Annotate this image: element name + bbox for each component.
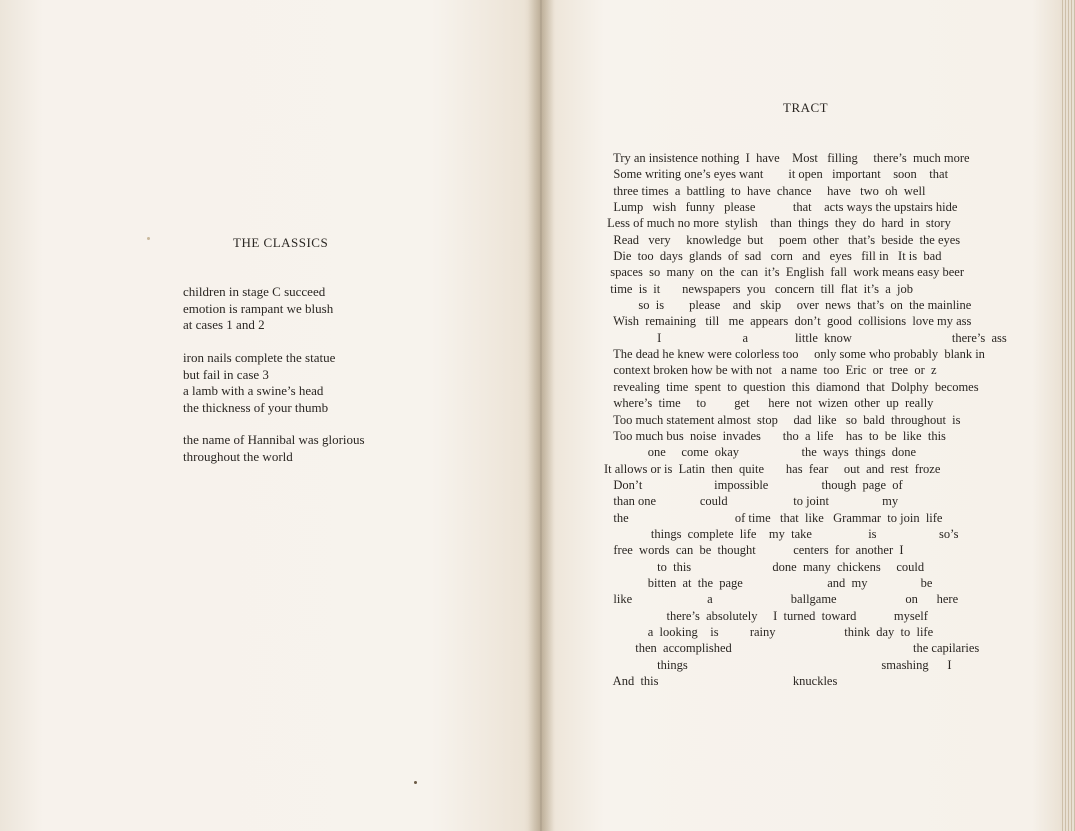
- poem-line: Some writing one’s eyes want it open important soon that: [604, 167, 949, 182]
- poem-line: revealing time spent to question this diamond that Dolphy becomes: [604, 379, 979, 394]
- poem-line: Too much statement almost stop dad like so bald throughout is: [604, 412, 961, 427]
- poem-line: to this done many chickens could: [604, 559, 925, 574]
- poem-line: It allows or is Latin then quite has fear out and rest froze: [604, 461, 941, 476]
- poem-line: iron nails complete the statue: [183, 350, 336, 365]
- poem-line: The dead he knew were colorless too only some who probably blank in: [604, 347, 985, 362]
- poem-line: throughout the world: [183, 448, 293, 464]
- poem-line: Too much bus noise invades tho a life has to be like this: [604, 428, 946, 443]
- poem-line: the name of Hannibal was glorious: [183, 432, 365, 447]
- paper-speck: [414, 781, 417, 784]
- poem-line: the of time that like Grammar to join life: [604, 510, 943, 525]
- stanza-1: [183, 284, 333, 334]
- poem-line: but fail in case 3: [183, 366, 269, 382]
- book-gutter: [528, 0, 554, 831]
- poem-line: then accomplished the capilaries: [604, 641, 980, 656]
- page-title: TRACT: [783, 100, 829, 115]
- poem-line: like a ballgame on here: [604, 592, 959, 607]
- poem-line: a lamb with a swine’s head: [183, 383, 324, 398]
- poem-line: three times a battling to have chance have two oh well: [604, 183, 926, 198]
- poem-line: the thickness of your thumb: [183, 399, 329, 415]
- page-edges: [1060, 0, 1075, 831]
- poem-line: than one could to joint my: [604, 494, 899, 509]
- poem-line: one come okay the ways things done: [604, 445, 917, 460]
- poem-line: And this knuckles: [604, 674, 838, 688]
- poem-line: spaces so many on the can it’s English fall work means easy beer: [604, 265, 964, 280]
- tract-poem: [604, 150, 1044, 689]
- stanza-2: [183, 350, 335, 416]
- poem-line: so is please and skip over news that’s on the mainline: [604, 298, 972, 313]
- poem-line: emotion is rampant we blush: [183, 300, 334, 316]
- poem-line: Wish remaining till me appears don’t good collisions love my ass: [604, 314, 972, 329]
- stanza-3: [183, 432, 365, 465]
- poem-line: Try an insistence nothing I have Most filling there’s much more: [604, 151, 970, 165]
- poem-line: Don’t impossible though page of: [604, 477, 903, 492]
- poem-line: at cases 1 and 2: [183, 317, 265, 332]
- page-title: THE CLASSICS: [233, 235, 329, 250]
- paper-speck: [147, 237, 150, 240]
- poem-line: Die too days glands of sad corn and eyes fill in It is bad: [604, 249, 942, 264]
- poem-line: time is it newspapers you concern till flat it’s a job: [604, 281, 913, 296]
- poem-line: where’s time to get here not wizen other up really: [604, 396, 934, 411]
- poem-line: Read very knowledge but poem other that’s beside the eyes: [604, 232, 961, 247]
- poem-line: there’s absolutely I turned toward myself: [604, 608, 928, 623]
- poem-line: free words can be thought centers for another I: [604, 543, 904, 558]
- poem-line: things smashing I: [604, 657, 952, 672]
- poem-line: a looking is rainy think day to life: [604, 624, 934, 639]
- poem-line: things complete life my take is so’s: [604, 526, 959, 541]
- poem-line: Less of much no more stylish than things they do hard in story: [604, 216, 951, 231]
- poem-line: bitten at the page and my be: [604, 575, 933, 590]
- poem-line: Lump wish funny please that acts ways the upstairs hide: [604, 200, 958, 215]
- poem-line: children in stage C succeed: [183, 284, 326, 299]
- poem-line: I a little know there’s ass: [604, 330, 1007, 345]
- poem-line: context broken how be with not a name too Eric or tree or z: [604, 363, 937, 378]
